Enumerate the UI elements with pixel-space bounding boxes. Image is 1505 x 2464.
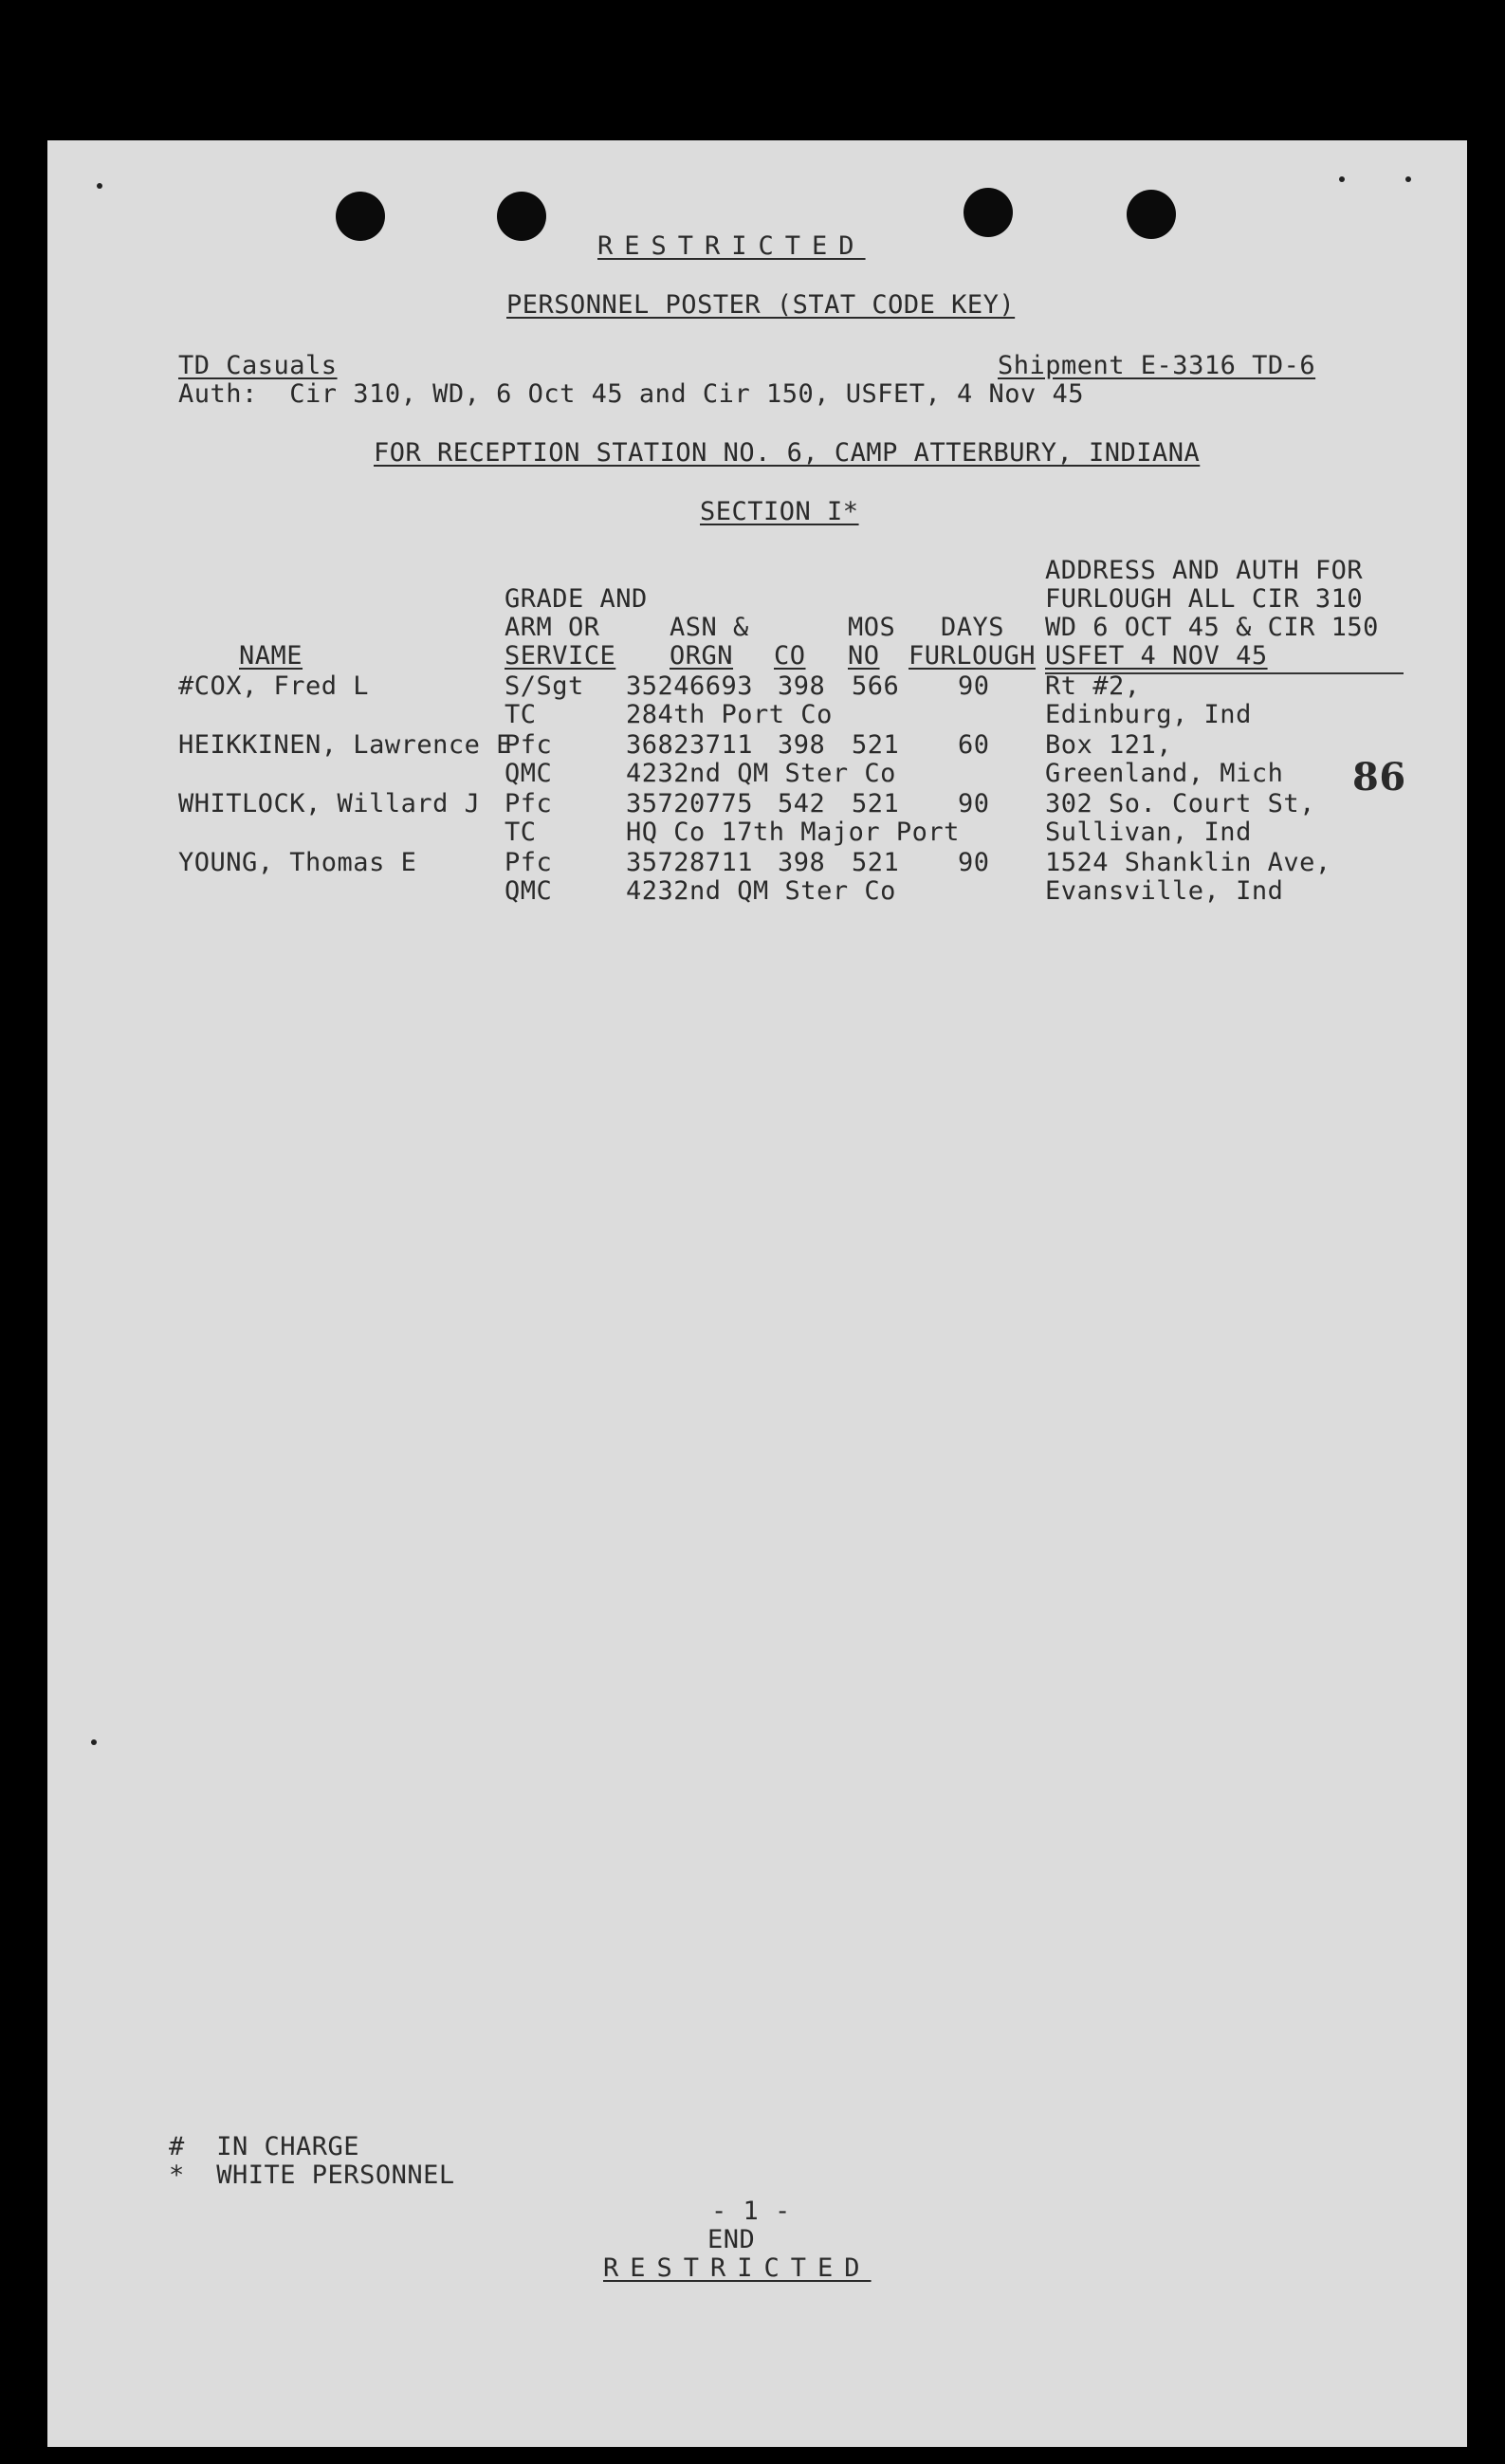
asn-header: ASN & [670,613,749,642]
orgn-header: ORGN [670,641,734,671]
co-header: CO [774,641,806,671]
row-mos: 521 [852,848,900,877]
row-address-2: Sullivan, Ind [1045,818,1252,847]
punch-hole [336,192,385,241]
address-header-3: WD 6 OCT 45 & CIR 150 [1045,613,1379,642]
row-asn: 36823711 [626,730,754,760]
row-address-1: Rt #2, [1045,671,1141,701]
row-co: 398 [778,848,826,877]
speck [97,183,102,189]
speck [1339,176,1345,182]
row-address-1: 302 So. Court St, [1045,789,1315,818]
row-asn: 35728711 [626,848,754,877]
row-orgn: 284th Port Co [626,700,833,729]
grade-header-1: GRADE AND [505,584,648,614]
row-address-1: 1524 Shanklin Ave, [1045,848,1331,877]
row-days: 60 [958,730,990,760]
row-grade: Pfc [505,848,553,877]
row-service: QMC [505,759,553,788]
row-service: QMC [505,876,553,906]
td-casuals-label: TD Casuals [178,351,338,380]
row-grade: Pfc [505,789,553,818]
row-orgn: 4232nd QM Ster Co [626,759,896,788]
row-service: TC [505,700,537,729]
row-name: WHITLOCK, Willard J [178,789,481,818]
address-header-1: ADDRESS AND AUTH FOR [1045,556,1364,585]
punch-hole [964,188,1013,237]
row-co: 542 [778,789,826,818]
reception-station: FOR RECEPTION STATION NO. 6, CAMP ATTERBURY, INDIANA [374,438,1201,468]
punch-hole [497,192,546,241]
speck [1405,176,1411,182]
stamp-number: 86 [1352,755,1406,800]
punch-hole [1127,190,1176,239]
address-header-2: FURLOUGH ALL CIR 310 [1045,584,1364,614]
row-days: 90 [958,671,990,701]
days-header: DAYS [941,613,1005,642]
row-mos: 521 [852,730,900,760]
mos-no-header: NO [848,641,880,671]
row-name: HEIKKINEN, Lawrence E [178,730,512,760]
furlough-header: FURLOUGH [909,641,1037,671]
row-orgn: HQ Co 17th Major Port [626,818,960,847]
row-co: 398 [778,730,826,760]
document-title: PERSONNEL POSTER (STAT CODE KEY) [506,290,1016,320]
section-title: SECTION I* [700,497,859,526]
row-name: #COX, Fred L [178,671,370,701]
restricted-top: RESTRICTED [597,231,866,261]
legend-in-charge: # IN CHARGE [169,2132,360,2161]
restricted-bottom: RESTRICTED [603,2253,872,2283]
row-address-1: Box 121, [1045,730,1173,760]
row-asn: 35720775 [626,789,754,818]
row-co: 398 [778,671,826,701]
row-address-2: Evansville, Ind [1045,876,1284,906]
row-orgn: 4232nd QM Ster Co [626,876,896,906]
mos-header: MOS [848,613,896,642]
row-grade: Pfc [505,730,553,760]
row-days: 90 [958,789,990,818]
address-header-4: USFET 4 NOV 45 [1045,641,1268,671]
legend-white-personnel: * WHITE PERSONNEL [169,2161,455,2190]
row-mos: 521 [852,789,900,818]
row-address-2: Greenland, Mich [1045,759,1284,788]
row-grade: S/Sgt [505,671,584,701]
document-sheet [47,140,1467,2447]
end-label: END [707,2225,756,2254]
row-asn: 35246693 [626,671,754,701]
speck [91,1739,97,1745]
name-header: NAME [239,641,303,671]
row-address-2: Edinburg, Ind [1045,700,1252,729]
row-mos: 566 [852,671,900,701]
row-name: YOUNG, Thomas E [178,848,417,877]
row-service: TC [505,818,537,847]
auth-line: Auth: Cir 310, WD, 6 Oct 45 and Cir 150, USFET, 4 Nov 45 [178,379,1085,409]
shipment-label: Shipment E-3316 TD-6 [998,351,1316,380]
row-days: 90 [958,848,990,877]
grade-header-2: ARM OR [505,613,600,642]
grade-header-3: SERVICE [505,641,616,671]
page-number: - 1 - [711,2197,791,2226]
